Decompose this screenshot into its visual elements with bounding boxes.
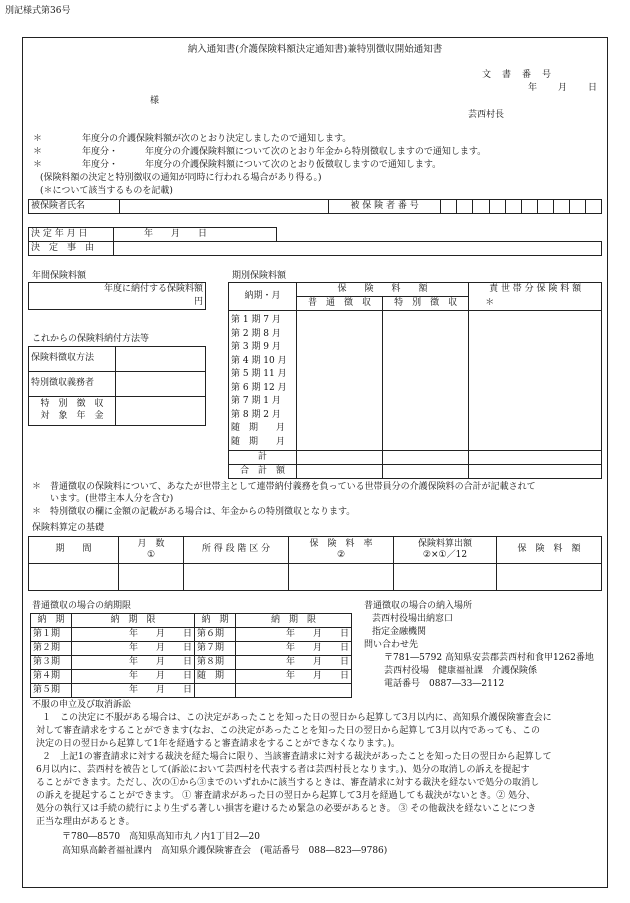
- subtotal-label: 計: [229, 451, 297, 465]
- page-title: 納入通知書(介護保険料額決定通知書)兼特別徴収開始通知書: [187, 44, 443, 55]
- payment-place-line: 芸西村役場出納窓口: [372, 614, 454, 624]
- deadline-col: 納 期: [195, 614, 236, 628]
- deadline-date: 年 月 日: [236, 656, 352, 670]
- issuer: 芸西村長: [468, 110, 505, 120]
- payment-place-line: 指定金融機関: [372, 627, 427, 637]
- annual-table: [28, 282, 206, 310]
- annual-section-title: 年間保険料額: [32, 271, 87, 281]
- appeal-line: ることができます。ただし、次の①から③までのいずれかに該当するときは、審査請求に対する裁決を経ないで処分の取消し: [36, 778, 540, 788]
- deadline-date: 年 月 日: [72, 628, 195, 642]
- deadline-date: 年 月 日: [236, 670, 352, 684]
- method-row-label: 特 別 徴 収 対 象 年 金: [29, 397, 116, 426]
- insured-table: [28, 199, 602, 214]
- period-list: [229, 311, 297, 451]
- annual-label: 年度に納付する保険料額: [29, 283, 206, 297]
- deadline-date: 年 月 日: [72, 642, 195, 656]
- period-label: 第 6 期 12 月: [231, 382, 287, 393]
- period-label: 第 5 期 11 月: [231, 369, 287, 379]
- date-label: 年 月 日: [528, 83, 604, 93]
- method-section-title: これからの保険料納付方法等: [32, 334, 150, 344]
- appeal-line: の訴えを提起することができます。 ① 審査請求があった日の翌日から起算して3月を経過しても裁決がないとき。② 処分、: [36, 791, 536, 801]
- col-head: 責 世 帯 分 保 険 料 額: [469, 283, 602, 297]
- notice-note: (保険料額の決定と特別徴収の通知が同時に行われる場合があり得る。): [40, 173, 322, 183]
- total-label: 合 計 額: [229, 465, 297, 479]
- period-label: 第 8 期 2 月: [231, 409, 281, 420]
- basis-header: 期 間: [29, 537, 119, 564]
- col-period: 納期・月: [229, 283, 297, 311]
- deadline-col: 納 期: [31, 614, 72, 628]
- payment-place-title: 普通徴収の場合の納入場所: [364, 601, 473, 611]
- deadline-period: 第５期: [31, 684, 72, 698]
- footnote: ＊ 特別徴収の欄に金額の記載がある場合は、年金からの特別徴収となります。: [32, 507, 356, 517]
- method-table: [28, 346, 206, 426]
- contact-line: 芸西村役場 健康福祉課 介護保険係: [384, 666, 538, 676]
- footnote: ＊ 普通徴収の保険料について、あなたが世帯主として連帯納付義務を負っている世帯員分の介護保険料の合計が記載されて: [32, 482, 536, 492]
- notice-line: ＊ 年度分の介護保険料額が次のとおり決定しましたので通知します。: [33, 134, 352, 144]
- contact-line: 〒781―5792 高知県安芸郡芸西村和食甲1262番地: [384, 653, 594, 663]
- basis-header: 月 数 ①: [119, 537, 184, 564]
- deadline-period: 第４期: [31, 670, 72, 684]
- deadline-period: 第２期: [31, 642, 72, 656]
- contact-label: 問い合わせ先: [364, 640, 419, 650]
- insured-name-value: [120, 200, 329, 214]
- period-label: 第 1 期 7 月: [231, 315, 281, 325]
- basis-header: 所 得 段 階 区 分: [184, 537, 289, 564]
- deadline-date: 年 月 日: [72, 684, 195, 698]
- doc-number-label: 文 書 番 号: [482, 70, 553, 80]
- period-label: 随 期 月: [231, 423, 286, 433]
- periodic-section-title: 期別保険料額: [232, 271, 287, 281]
- appeal-address: 〒780―8570 高知県高知市丸ノ内1丁目2―20: [62, 832, 260, 842]
- decision-date-label: 決 定 年 月 日: [29, 228, 114, 242]
- deadline-col: 納 期 限: [236, 614, 352, 628]
- period-label: 第 3 期 9 月: [231, 342, 281, 352]
- contact-line: 電話番号 0887―33―2112: [384, 679, 505, 689]
- appeal-office: 高知県高齢者福祉課内 高知県介護保険審査会 (電話番号 088―823―9786): [62, 846, 388, 856]
- decision-reason-label: 決 定 事 由: [29, 242, 114, 256]
- basis-header: 保 険 料 額: [497, 537, 602, 564]
- period-label: 随 期 月: [231, 436, 286, 447]
- appeal-line: 処分の執行又は手続の続行により生ずる著しい損害を避けるため緊急の必要があるとき。 ③ その他裁決を経ないことにつき: [36, 804, 537, 814]
- deadline-period: 第３期: [31, 656, 72, 670]
- form-id: 別記様式第36号: [5, 6, 71, 16]
- deadline-date: 年 月 日: [72, 656, 195, 670]
- period-label: 第 4 期 10 月: [231, 355, 287, 366]
- decision-date-value: 年 月 日: [114, 228, 277, 242]
- deadline-date: 年 月 日: [236, 642, 352, 656]
- appeal-line: １ この決定に不服がある場合は、この決定があったことを知った日の翌日から起算して3月以内に、高知県介護保険審査会に: [42, 713, 552, 723]
- col-special: 特 別 徴 収: [383, 297, 469, 311]
- deadline-col: 納 期 限: [72, 614, 195, 628]
- head-mark: ＊: [469, 297, 602, 311]
- notice-line: ＊ 年度分・ 年度分の介護保険料額について次のとおり仮徴収しますので通知します。: [33, 160, 442, 170]
- deadlines-section-title: 普通徴収の場合の納期限: [32, 601, 132, 611]
- appeal-line: ２ 上記1の審査請求に対する裁決を経た場合に限り、当該審査請求に対する裁決があったことを知った日の翌日から起算して: [42, 752, 552, 762]
- annual-unit: 円: [29, 296, 206, 310]
- basis-table: [28, 536, 602, 591]
- appeal-line: 対して審査請求をすることができます(なお、この決定があったことを知った日の翌日から起算して3月以内であっても、この: [36, 726, 541, 736]
- method-row-label: 特別徴収義務者: [29, 372, 116, 397]
- col-premium: 保 険 料 額: [296, 283, 468, 297]
- notice-line: ＊ 年度分・ 年度分の介護保険料額について次のとおり年金から特別徴収しますので通知します。: [33, 147, 487, 157]
- deadline-period: 第８期: [195, 656, 236, 670]
- basis-section-title: 保険料算定の基礎: [32, 523, 105, 533]
- col-ordinary: 普 通 徴 収: [296, 297, 382, 311]
- deadline-period: 随 期: [195, 670, 236, 684]
- deadline-period: 第６期: [195, 628, 236, 642]
- basis-header: 保 険 料 率 ②: [289, 537, 394, 564]
- deadlines-table: [30, 613, 352, 698]
- decision-reason-value: [114, 242, 602, 256]
- appeal-title: 不服の申立及び取消訴訟: [32, 700, 132, 710]
- period-label: 第 7 期 1 月: [231, 396, 281, 406]
- method-row-label: 保険料徴収方法: [29, 347, 116, 372]
- appeal-line: 6月以内に、芸西村を被告として(訴訟において芸西村を代表する者は芸西村長となります。)、処分の取消しの訴えを提起す: [36, 765, 530, 775]
- periodic-table: [228, 282, 602, 479]
- appeal-line: 決定の日の翌日から起算して1年を経過すると審査請求をすることができなくなります。)。: [36, 739, 401, 749]
- decision-table: [28, 227, 602, 256]
- footnote: います。(世帯主本人分を含む): [32, 494, 174, 504]
- period-label: 第 2 期 8 月: [231, 328, 281, 339]
- insured-name-label: 被保険者氏名: [29, 200, 120, 214]
- basis-header: 保険料算出額 ②×①／12: [394, 537, 497, 564]
- deadline-period: 第７期: [195, 642, 236, 656]
- deadline-date: 年 月 日: [72, 670, 195, 684]
- notice-note: (＊について該当するものを記載): [40, 186, 173, 196]
- insured-number-label: 被 保 険 者 番 号: [328, 200, 440, 214]
- deadline-period: 第１期: [31, 628, 72, 642]
- deadline-date: 年 月 日: [236, 628, 352, 642]
- addressee-suffix: 様: [150, 96, 160, 106]
- appeal-line: 正当な理由があるとき。: [36, 817, 135, 827]
